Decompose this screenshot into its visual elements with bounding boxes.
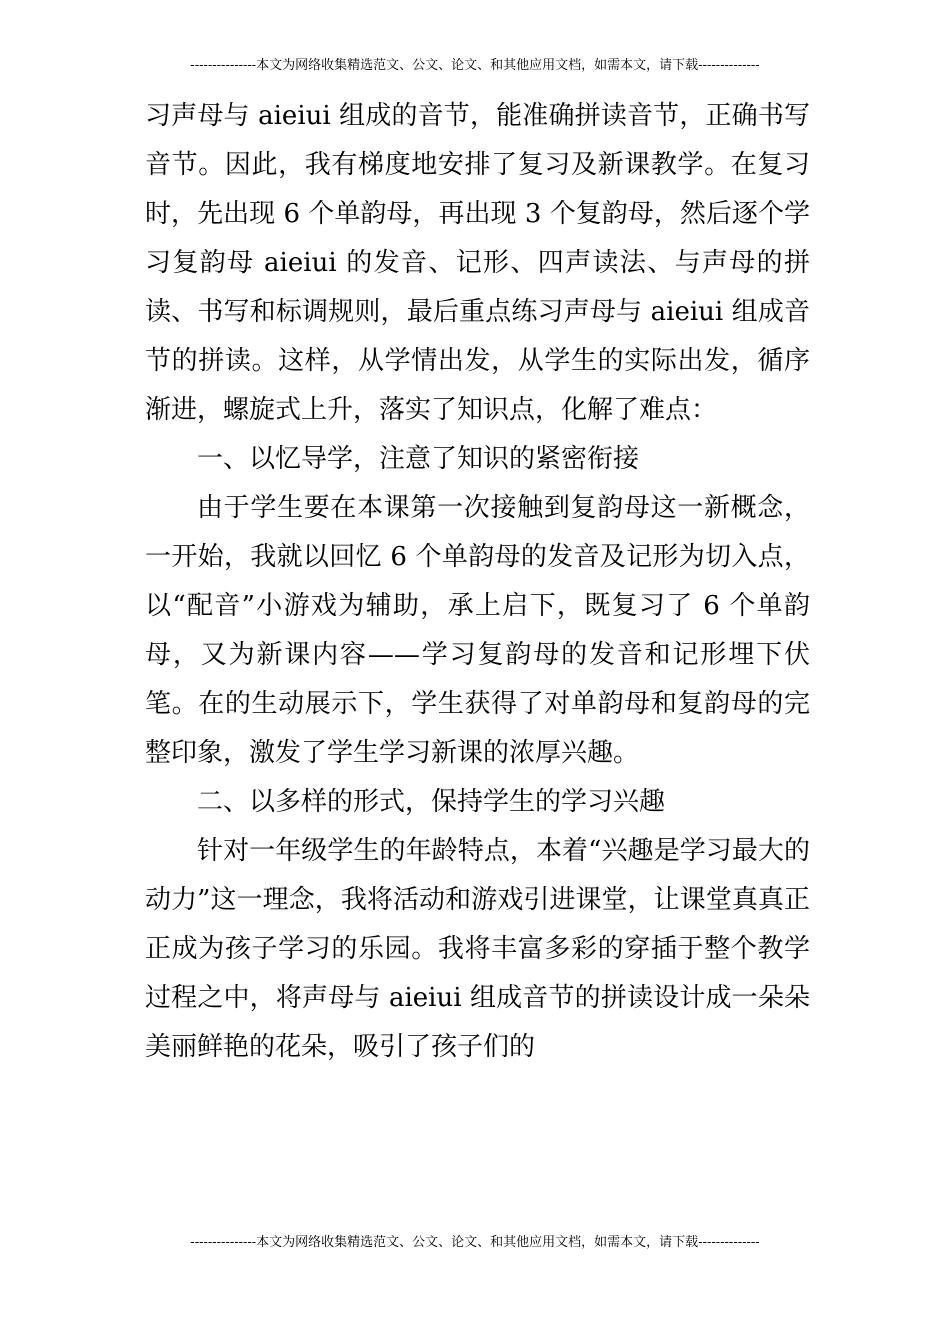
paragraph-section-1: 由于学生要在本课第一次接触到复韵母这一新概念，一开始，我就以回忆 6 个单韵母的发音及记形为切入点，以“配音”小游戏为辅助，承上启下，既复习了 6 个单韵母，又为新课内容——学习复韵母的发音和记形埋下伏笔。在的生动展示下，学生获得了对单韵母和复韵母的完整印象，激发了学生学习新课的浓厚兴趣。 bbox=[145, 493, 810, 768]
paragraph-continuation: 习声母与 aieiui 组成的音节，能准确拼读音节，正确书写音节。因此，我有梯度地安排了复习及新课教学。在复习时，先出现 6 个单韵母，再出现 3 个复韵母，然后逐个学习复韵母 aieiui 的发音、记形、四声读法、与声母的拼读、书写和标调规则，最后重点练习声母与 aieiui 组成音节的拼读。这样，从学情出发，从学生的实际出发，循序渐进，螺旋式上升，落实了知识点，化解了难点： bbox=[145, 101, 810, 425]
page-footer: ---------------本文为网络收集精选范文、公文、论文、和其他应用文档，如需本文，请下载-------------- bbox=[190, 1235, 760, 1250]
section-heading-1: 一、以忆导学，注意了知识的紧密衔接 bbox=[197, 444, 640, 474]
section-heading-2: 二、以多样的形式，保持学生的学习兴趣 bbox=[197, 787, 666, 817]
page-header: ---------------本文为网络收集精选范文、公文、论文、和其他应用文档，如需本文，请下载-------------- bbox=[190, 58, 760, 73]
document-body bbox=[145, 92, 810, 1072]
paragraph-section-2: 针对一年级学生的年龄特点，本着“兴趣是学习最大的动力”这一理念，我将活动和游戏引进课堂，让课堂真真正正成为孩子学习的乐园。我将丰富多彩的穿插于整个教学过程之中，将声母与 aieiui 组成音节的拼读设计成一朵朵美丽鲜艳的花朵，吸引了孩子们的 bbox=[145, 836, 810, 1062]
